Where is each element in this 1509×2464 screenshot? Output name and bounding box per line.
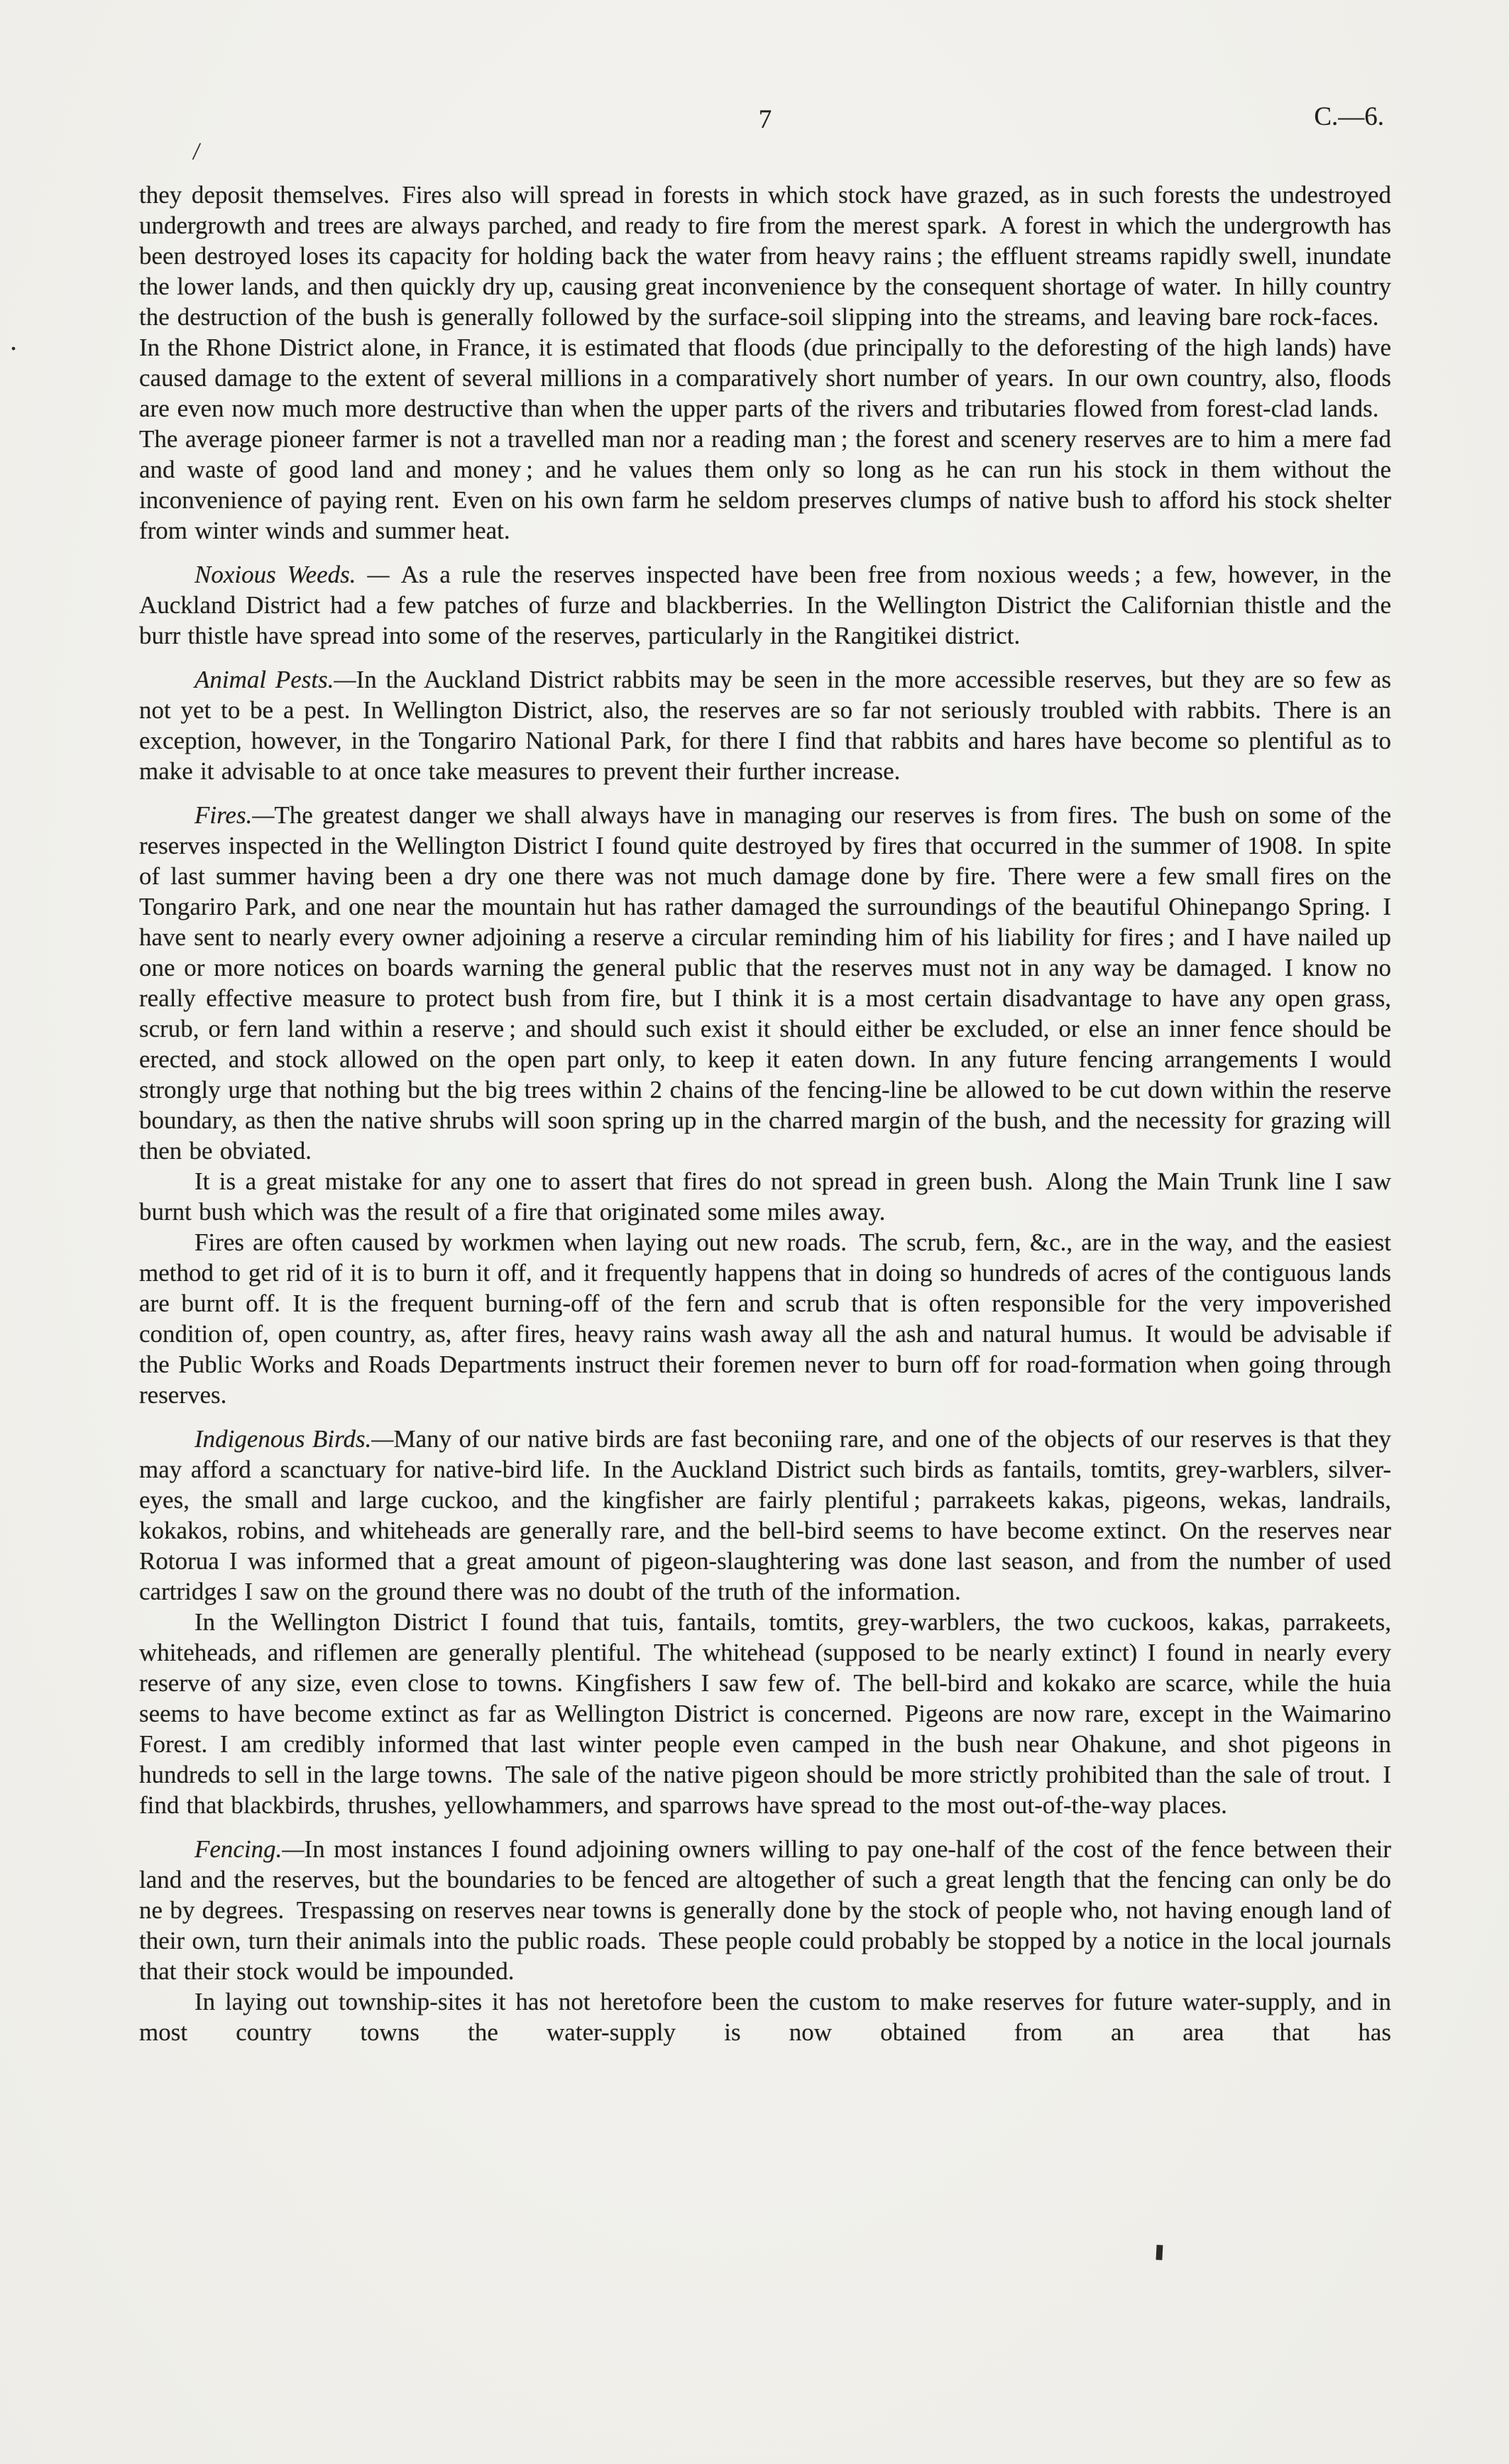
- ink-mark-slash: /: [191, 136, 202, 166]
- ink-mark-blot: ▮: [1154, 2240, 1165, 2263]
- paragraph-text: The greatest danger we shall always have in managing our reserves is from fires. The bush on some of the reserves inspected in the Wellington District I found quite destroyed by fires that occurred in the summer of 1908. In spite of last summer having been a dry one there was not much damage done by fire. There were a few small fires on the Tongariro Park, and one near the mountain hut has rather damaged the surroundings of the beautiful Ohinepango Spring. I have sent to nearly every owner adjoining a reserve a circular reminding him of his liability for fires ; and I have nailed up one or more notices on boards warning the general public that the reserves must not in any way be damaged. I know no really effective measure to protect bush from fire, but I think it is a most certain disadvantage to have any open grass, scrub, or fern land within a reserve ; and should such exist it should either be excluded, or else an inner fence should be erected, and stock allowed on the open part only, to keep it eaten down. In any future fencing arrangements I would strongly urge that nothing but the big trees within 2 chains of the fencing-line be allowed to be cut down within the reserve boundary, as then the native shrubs will soon spring up in the charred margin of the bush, and the necessity for grazing will then be obviated.: [139, 801, 1391, 1165]
- paragraph-lead: Fencing.—: [194, 1835, 304, 1863]
- paragraph-text: Many of our native birds are fast beconiing rare, and one of the objects of our reserves is that they may afford a scanctuary for native-bird life. In the Auckland District such birds as fantails, tomtits, grey-warblers, silver-eyes, the small and large cuckoo, and the kingfisher are fairly plentiful ; parrakeets kakas, pigeons, wekas, landrails, kokakos, robins, and whiteheads are generally rare, and the bell-bird seems to have become extinct. On the reserves near Rotorua I was informed that a great amount of pigeon-slaughtering was done last season, and from the number of used cartridges I saw on the ground there was no doubt of the truth of the information.: [139, 1425, 1391, 1605]
- paragraph-indigenous-birds: [139, 1424, 1391, 1607]
- paragraph-opening: [139, 180, 1391, 546]
- paragraph-lead: Fires.—: [194, 801, 275, 829]
- paragraph-text: In the Auckland District rabbits may be seen in the more accessible reserves, but they are so few as not yet to be a pest. In Wellington District, also, the reserves are so far not seriously troubled with rabbits. There is an exception, however, in the Tongariro National Park, for there I find that rabbits and hares have become so plentiful as to make it advisable to at once take measures to prevent their further increase.: [139, 666, 1391, 785]
- paragraph-text: It is a great mistake for any one to assert that fires do not spread in green bush. Along the Main Trunk line I saw burnt bush which was the result of a fire that originated some miles away.: [139, 1167, 1391, 1226]
- paragraph-text: As a rule the reserves inspected have been free from noxious weeds ; a few, however, in the Auckland District had a few patches of furze and blackberries. In the Wellington District the Californian thistle and the burr thistle have spread into some of the reserves, particularly in the Rangitikei district.: [139, 561, 1391, 649]
- page-number: 7: [758, 105, 772, 134]
- document-reference: C.—6.: [1314, 102, 1384, 131]
- paragraph-text: Fires are often caused by workmen when laying out new roads. The scrub, fern, &c., are in the way, and the easiest method to get rid of it is to burn it off, and it frequently happens that in doing so hundreds of acres of the contiguous lands are burnt off. It is the frequent burning-off of the fern and scrub that is often responsible for the very impoverished condition of, open country, as, after fires, heavy rains wash away all the ash and natural humus. It would be advisable if the Public Works and Roads Departments instruct their foremen never to burn off for road-formation when going through reserves.: [139, 1228, 1391, 1409]
- page-content: [139, 104, 1391, 2047]
- paragraph-green-bush: [139, 1166, 1391, 1227]
- paragraph-text: In most instances I found adjoining owners willing to pay one-half of the cost of the fence between their land and the reserves, but the boundaries to be fenced are altogether of such a great length that the fencing can only be do ne by degrees. Trespassing on reserves near towns is generally done by the stock of people who, not having enough land of their own, turn their animals into the public roads. These people could probably be stopped by a notice in the local journals that their stock would be impounded.: [139, 1835, 1391, 1985]
- paragraph-lead: Indigenous Birds.—: [194, 1425, 394, 1453]
- ink-mark-dot: .: [10, 324, 17, 356]
- paragraph-text: In laying out township-sites it has not heretofore been the custom to make reserves for future water-supply, and in most country towns the water-supply is now obtained from an area that has: [139, 1988, 1391, 2046]
- paragraph-lead: Noxious Weeds. —: [194, 561, 401, 588]
- paragraph-wellington-birds: [139, 1607, 1391, 1820]
- paragraph-road-fires: [139, 1227, 1391, 1410]
- paragraph-noxious-weeds: [139, 559, 1391, 651]
- paragraph-text: they deposit themselves. Fires also will spread in forests in which stock have grazed, as in such forests the undestroyed undergrowth and trees are always parched, and ready to fire from the merest spark. A forest in which the undergrowth has been destroyed loses its capacity for holding back the water from heavy rains ; the effluent streams rapidly swell, inundate the lower lands, and then quickly dry up, causing great inconvenience by the consequent shortage of water. In hilly country the destruction of the bush is generally followed by the surface-soil slipping into the streams, and leaving bare rock-faces. In the Rhone District alone, in France, it is estimated that floods (due principally to the deforesting of the high lands) have caused damage to the extent of several millions in a comparatively short number of years. In our own country, also, floods are even now much more destructive than when the upper parts of the rivers and tributaries flowed from forest-clad lands. The average pioneer farmer is not a travelled man nor a reading man ; the forest and scenery reserves are to him a mere fad and waste of good land and money ; and he values them only so long as he can run his stock in them without the inconvenience of paying rent. Even on his own farm he seldom preserves clumps of native bush to afford his stock shelter from winter winds and summer heat.: [139, 181, 1391, 544]
- paragraph-lead: Animal Pests.—: [194, 666, 356, 693]
- paragraph-fencing: [139, 1834, 1391, 1986]
- page-header: [139, 104, 1391, 136]
- paragraph-text: In the Wellington District I found that tuis, fantails, tomtits, grey-warblers, the two cuckoos, kakas, parrakeets, whiteheads, and riflemen are generally plentiful. The whitehead (supposed to be nearly extinct) I found in nearly every reserve of any size, even close to towns. Kingfishers I saw few of. The bell-bird and kokako are scarce, while the huia seems to have become extinct as far as Wellington District is concerned. Pigeons are now rare, except in the Waimarino Forest. I am credibly informed that last winter people even camped in the bush near Ohakune, and shot pigeons in hundreds to sell in the large towns. The sale of the native pigeon should be more strictly prohibited than the sale of trout. I find that blackbirds, thrushes, yellowhammers, and sparrows have spread to the most out-of-the-way places.: [139, 1608, 1391, 1819]
- paragraph-fires: [139, 800, 1391, 1166]
- paragraph-township-sites: [139, 1986, 1391, 2047]
- paragraph-animal-pests: [139, 664, 1391, 786]
